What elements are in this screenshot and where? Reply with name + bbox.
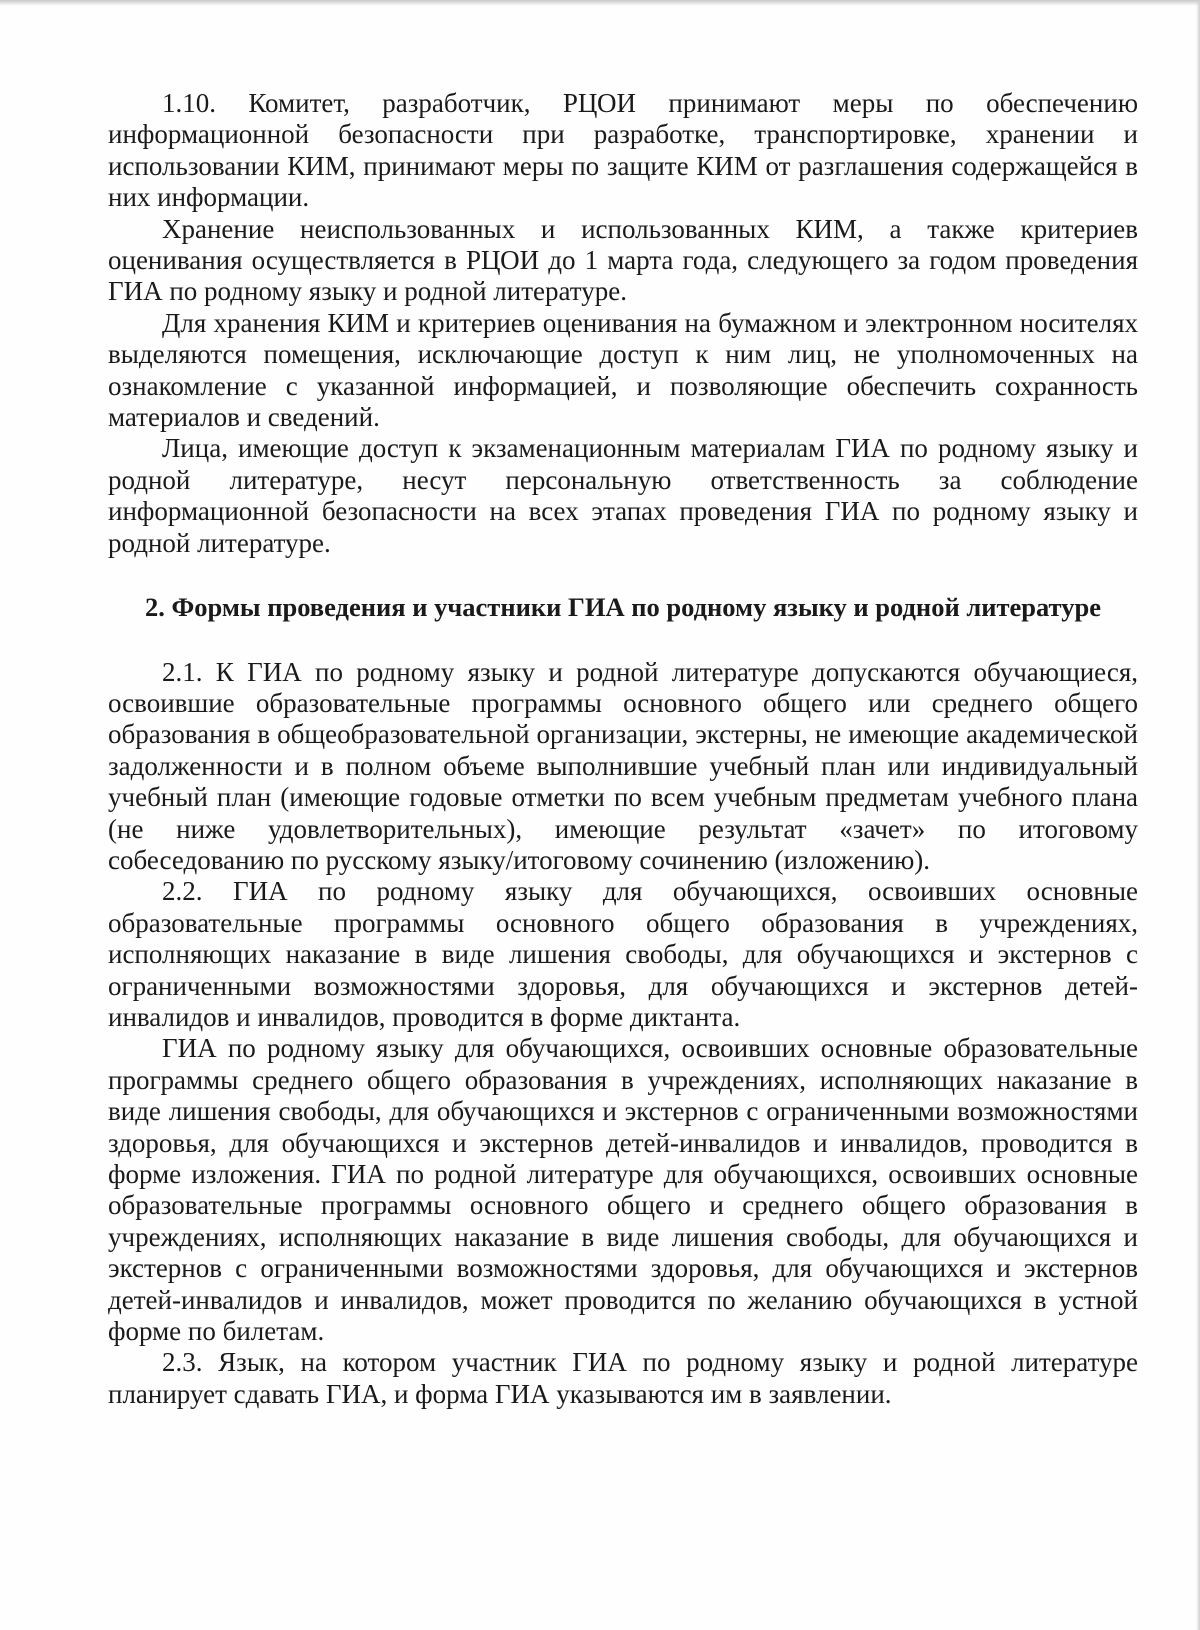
paragraph-2-2-continued: ГИА по родному языку для обучающихся, освоивших основные образовательные программы среднего общего образования в учреждениях, исполняющих наказание в виде лишения свободы, для обучающихся и экстернов с ограниченными возможностями здоровья, для обучающихся и экстернов детей-инвалидов и инвалидов, проводится в форме изложения. ГИА по родной литературе для обучающихся, освоивших основные образовательные программы основного общего и среднего общего образования в учреждениях, исполняющих наказание в виде лишения свободы, для обучающихся и экстернов с ограниченными возможностями здоровья, для обучающихся и экстернов детей-инвалидов и инвалидов, может проводится по желанию обучающихся в устной форме по билетам. bbox=[108, 1033, 1138, 1347]
scan-edge-right bbox=[1196, 0, 1200, 1630]
document-body bbox=[108, 88, 1138, 1410]
paragraph-2-2: 2.2. ГИА по родному языку для обучающихся, освоивших основные образовательные программы основного общего образования в учреждениях, исполняющих наказание в виде лишения свободы, для обучающихся и экстернов с ограниченными возможностями здоровья, для обучающихся и экстернов детей-инвалидов и инвалидов, проводится в форме диктанта. bbox=[108, 876, 1138, 1032]
paragraph-storage-rooms: Для хранения КИМ и критериев оценивания на бумажном и электронном носителях выделяются помещения, исключающие доступ к ним лиц, не уполномоченных на ознакомление с указанной информацией, и позволяющие обеспечить сохранность материалов и сведений. bbox=[108, 307, 1138, 433]
scan-edge-top bbox=[0, 0, 1200, 6]
paragraph-1-10: 1.10. Комитет, разработчик, РЦОИ принимают меры по обеспечению информационной безопасности при разработке, транспортировке, хранении и использовании КИМ, принимают меры по защите КИМ от разглашения содержащейся в них информации. bbox=[108, 88, 1138, 213]
section-2-heading: 2. Формы проведения и участники ГИА по родному языку и родной литературе bbox=[145, 592, 1101, 623]
paragraph-2-1: 2.1. К ГИА по родному языку и родной литературе допускаются обучающиеся, освоившие образовательные программы основного общего или среднего общего образования в общеобразовательной организации, экстерны, не имеющие академической задолженности и в полном объеме выполнившие учебный план или индивидуальный учебный план (имеющие годовые отметки по всем учебным предметам учебного плана (не ниже удовлетворительных), имеющие результат «зачет» по итоговому собеседованию по русскому языку/итоговому сочинению (изложению). bbox=[108, 656, 1138, 875]
paragraph-2-3: 2.3. Язык, на котором участник ГИА по родному языку и родной литературе планирует сдавать ГИА, и форма ГИА указываются им в заявлении. bbox=[108, 1347, 1138, 1409]
paragraph-storage: Хранение неиспользованных и использованных КИМ, а также критериев оценивания осуществляется в РЦОИ до 1 марта года, следующего за годом проведения ГИА по родному языку и родной литературе. bbox=[108, 213, 1138, 307]
paragraph-responsibility: Лица, имеющие доступ к экзаменационным материалам ГИА по родному языку и родной литературе, несут персональную ответственность за соблюдение информационной безопасности на всех этапах проведения ГИА по родному языку и родной литературе. bbox=[108, 433, 1138, 558]
